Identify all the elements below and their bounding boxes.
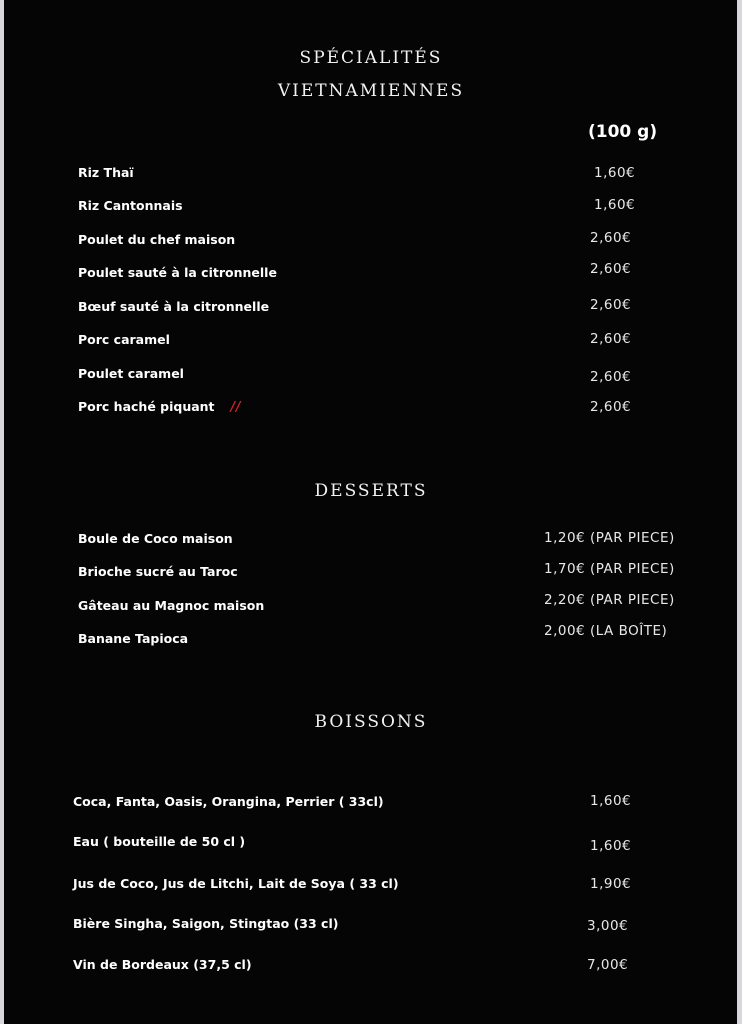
menu-item-price: 7,00€: [587, 957, 629, 973]
menu-item-name: Gâteau au Magnoc maison: [78, 598, 265, 613]
section-title-boissons: BOISSONS: [314, 712, 428, 732]
menu-item-price: 1,90€: [590, 876, 632, 892]
menu-item-price: 3,00€: [587, 918, 629, 934]
menu-item-price: 1,60€: [590, 838, 632, 854]
menu-item-name: Bœuf sauté à la citronnelle: [78, 299, 270, 314]
chili-pepper-icon: / /: [230, 400, 239, 415]
menu-item-name: Porc haché piquant: [78, 399, 215, 414]
menu-item-price: 1,60€: [590, 793, 632, 809]
menu-item-price: 2,60€: [590, 399, 632, 415]
menu-item-price: 2,60€: [590, 261, 632, 277]
menu-item-row-spicy: [78, 399, 239, 415]
menu-item-price: 2,60€: [590, 230, 632, 246]
menu-item-name: Riz Thaï: [78, 165, 134, 180]
section-title-specialites-line2: VIETNAMIENNES: [277, 81, 465, 101]
menu-item-name: Bière Singha, Saigon, Stingtao (33 cl): [73, 916, 339, 931]
menu-item-name: Coca, Fanta, Oasis, Orangina, Perrier ( 33cl): [73, 794, 384, 809]
menu-item-price: 2,20€ (PAR PIECE): [544, 592, 675, 608]
menu-item-price: 2,60€: [590, 331, 632, 347]
menu-item-price: 2,60€: [590, 297, 632, 313]
menu-item-name: Poulet du chef maison: [78, 232, 236, 247]
menu-item-name: Brioche sucré au Taroc: [78, 564, 238, 579]
menu-item-name: Poulet sauté à la citronnelle: [78, 265, 277, 280]
section-title-specialites: SPÉCIALITÉS: [299, 48, 443, 68]
menu-item-name: Banane Tapioca: [78, 631, 189, 646]
menu-item-price: 1,70€ (PAR PIECE): [544, 561, 675, 577]
menu-item-price: 1,60€: [594, 165, 636, 181]
menu-item-name: Jus de Coco, Jus de Litchi, Lait de Soya ( 33 cl): [73, 876, 399, 891]
menu-item-name: Vin de Bordeaux (37,5 cl): [73, 957, 252, 972]
unit-label: (100 g): [588, 122, 658, 142]
section-title-desserts: DESSERTS: [314, 481, 428, 501]
menu-item-name: Poulet caramel: [78, 366, 184, 381]
menu-item-price: 1,60€: [594, 197, 636, 213]
menu-item-name: Boule de Coco maison: [78, 531, 233, 546]
menu-item-name: Eau ( bouteille de 50 cl ): [73, 834, 246, 849]
menu-item-price: 2,60€: [590, 369, 632, 385]
menu-item-price: 2,00€ (LA BOÎTE): [544, 623, 668, 639]
menu-page: [4, 0, 737, 1024]
menu-item-name: Riz Cantonnais: [78, 198, 183, 213]
menu-item-price: 1,20€ (PAR PIECE): [544, 530, 675, 546]
menu-item-name: Porc caramel: [78, 332, 170, 347]
